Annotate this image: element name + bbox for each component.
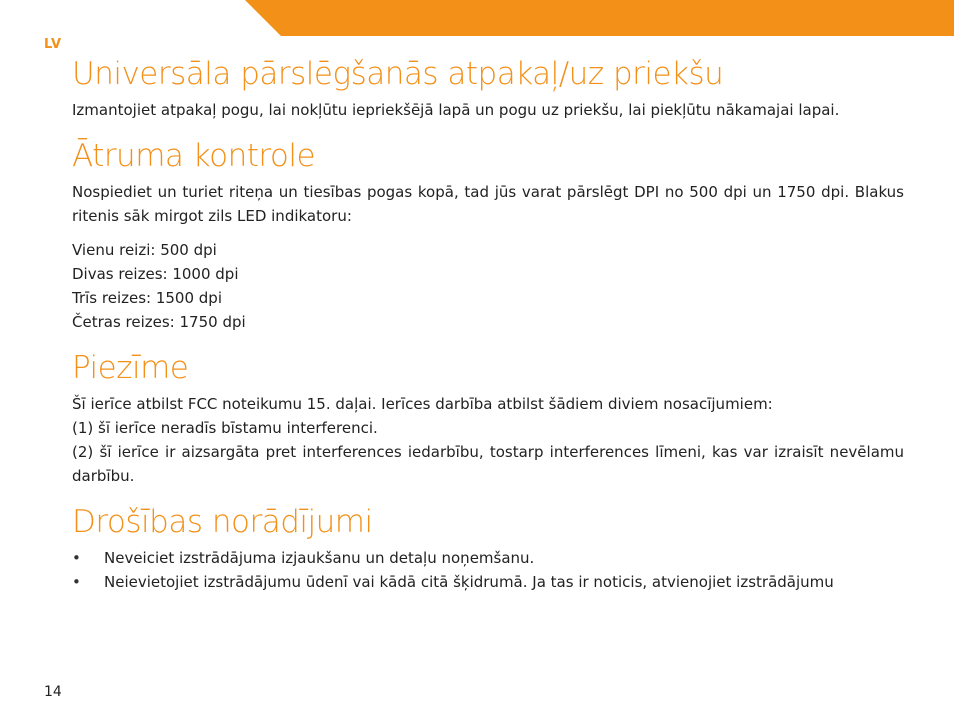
section-title: Drošības norādījumi bbox=[72, 504, 373, 540]
dpi-list-item: Trīs reizes: 1500 dpi bbox=[72, 289, 222, 307]
list-item: • Neievietojiet izstrādājumu ūdenī vai kādā citā šķidrumā. Ja tas ir noticis, atvienojiet izstrādājumu bbox=[72, 570, 904, 594]
section-safety bbox=[72, 502, 904, 594]
section-title: Ātruma kontrole bbox=[72, 138, 316, 174]
section-paragraph: Šī ierīce atbilst FCC noteikumu 15. daļai. Ierīces darbība atbilst šādiem diviem nosacījumiem: bbox=[72, 395, 773, 413]
section-note bbox=[72, 348, 904, 488]
list-item: • Neveiciet izstrādājuma izjaukšanu un detaļu noņemšanu. bbox=[72, 546, 904, 570]
dpi-list-item: Vienu reizi: 500 dpi bbox=[72, 241, 217, 259]
section-paragraph: Nospiediet un turiet riteņa un tiesības pogas kopā, tad jūs varat pārslēgt DPI no 500 dpi un 1750 dpi. Blakus ritenis sāk mirgot zils LED indikatoru: bbox=[72, 183, 904, 225]
safety-list bbox=[72, 546, 904, 594]
dpi-list-item: Četras reizes: 1750 dpi bbox=[72, 313, 246, 331]
section-paragraph: Izmantojiet atpakaļ pogu, lai nokļūtu iepriekšējā lapā un pogu uz priekšu, lai piekļūtu nākamajai lapai. bbox=[72, 101, 840, 119]
section-paragraph: (2) šī ierīce ir aizsargāta pret interferences iedarbību, tostarp interferences līmeni, kas var izraisīt nevēlamu darbību. bbox=[72, 443, 904, 485]
section-paragraph: (1) šī ierīce neradīs bīstamu interferenci. bbox=[72, 419, 378, 437]
section-title: Universāla pārslēgšanās atpakaļ/uz priekšu bbox=[72, 56, 724, 92]
section-speed-control bbox=[72, 136, 904, 334]
page-content bbox=[72, 54, 904, 608]
language-label: LV bbox=[44, 37, 62, 52]
section-back-forward bbox=[72, 54, 904, 122]
header-accent-band bbox=[245, 0, 954, 36]
dpi-list-item: Divas reizes: 1000 dpi bbox=[72, 265, 239, 283]
section-title: Piezīme bbox=[72, 350, 189, 386]
page-number: 14 bbox=[44, 684, 62, 700]
